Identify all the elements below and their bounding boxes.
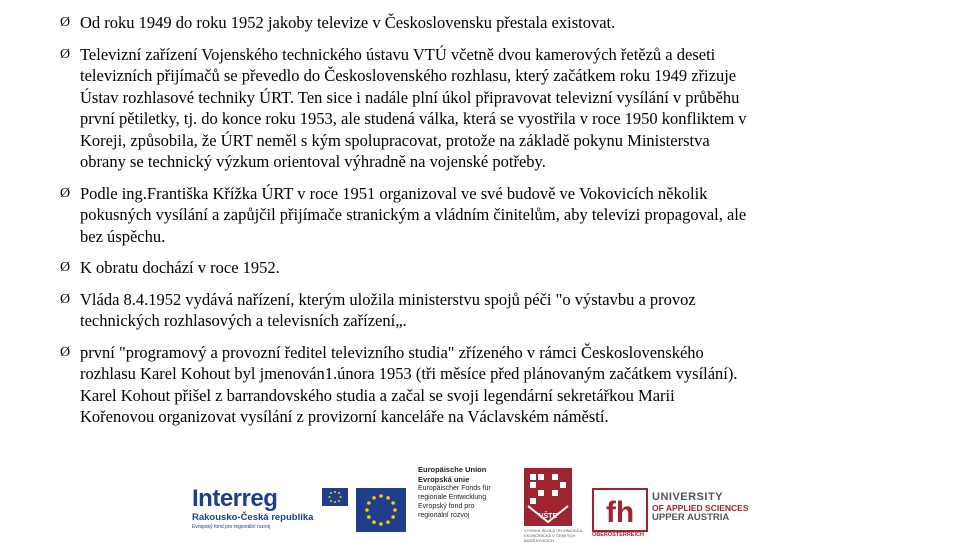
eu-line-1: Europäische Union: [418, 465, 487, 474]
uni-line-1: UNIVERSITY: [652, 491, 724, 503]
eu-fund-text: [418, 465, 508, 520]
eu-star: [372, 520, 376, 524]
bullet-line: Podle ing.Františka Křížka ÚRT v roce 1951 organizoval ve své budově ve Vokovicích několik: [80, 183, 708, 203]
fh-caption: OBERÖSTERREICH: [592, 532, 644, 538]
eu-star: [379, 494, 383, 498]
arrow-bullet-icon: Ø: [60, 185, 71, 201]
arrow-bullet-icon: Ø: [60, 260, 71, 275]
bullet-line: Ústav rozhlasové techniky ÚRT. Ten sice i nadále plní úkol připravovat televizní vysílání v průběhu: [80, 87, 740, 107]
bullet-line: obrany se technický výzkum orientoval výhradně na vojenské potřeby.: [80, 152, 546, 171]
bullet-item: [60, 257, 900, 279]
logo-strip: [0, 460, 960, 543]
bullet-line: Vláda 8.4.1952 vydává nařízení, kterým uložila ministerstvu spojů péči "o výstavbu a provoz: [80, 289, 696, 309]
eu-star: [391, 501, 395, 505]
bullet-item: [60, 12, 900, 34]
eu-star: [391, 515, 395, 519]
interreg-name: Interreg: [192, 485, 278, 512]
fh-mark: fh: [605, 496, 635, 529]
eu-line-5: Evropský fond pro: [418, 503, 475, 510]
bullet-line: Televizní zařízení Vojenského technického ústavu VTÚ včetně dvou kamerových řetězů a deseti: [80, 44, 716, 64]
arrow-bullet-icon: Ø: [60, 291, 71, 307]
eu-star: [365, 508, 369, 512]
arrow-bullet-icon: Ø: [60, 46, 71, 62]
bullet-line: Koreji, způsobila, že ÚRT neměl s kým spolupracovat, protože na základě pokynu Ministerstva: [80, 130, 710, 150]
eu-flag-icon: [356, 488, 406, 532]
bullet-item: [60, 289, 900, 332]
bullet-item: [60, 183, 900, 248]
bullet-line: televizních přijímačů se převedlo do Československého rozhlasu, který začátkem roku 1949 zřizuje: [80, 66, 737, 85]
bullet-line: rozhlasu Karel Kohout byl jmenován1.února 1953 (tři měsíce před plánovaným začátkem vysílání).: [80, 364, 738, 383]
university-logo-text: [652, 492, 752, 524]
bullet-item: [60, 342, 900, 428]
eu-line-2: Evropská unie: [418, 474, 470, 484]
eu-star: [367, 501, 371, 505]
bullet-line: technických rozhlasových a televisních zařízení„.: [80, 311, 407, 330]
arrow-bullet-icon: Ø: [60, 15, 71, 30]
vste-mark: VŠTE: [538, 513, 558, 520]
bullet-list: [60, 12, 900, 438]
eu-star: [367, 515, 371, 519]
vste-caption: VYSOKÁ ŠKOLA TECHNICKÁ A EKONOMICKÁ V ČESKÝCH BUDĚJOVICÍCH: [524, 528, 583, 543]
fh-logo: [592, 488, 648, 532]
bullet-line: bez úspěchu.: [80, 226, 166, 246]
eu-line-4: regionale Entwicklung: [418, 494, 487, 501]
eu-star: [379, 522, 383, 526]
bullet-line: pokusných vysílání a zapůjčil přijímače stranickým a vládním činitelům, aby televizi propagoval, ale: [80, 205, 747, 224]
bullet-line: K obratu dochází v roce 1952.: [80, 258, 280, 277]
uni-line-3: UPPER AUSTRIA: [652, 512, 730, 523]
interreg-logo: [192, 486, 352, 534]
eu-star: [386, 520, 390, 524]
uni-line-2: OF APPLIED SCIENCES: [652, 502, 749, 513]
bullet-line: Karel Kohout přišel z barrandovského studia a začal se svoji legendární sekretářkou Marii: [80, 385, 675, 405]
bullet-line: Kořenovou organizovat vysílání z provizorní kanceláře na Václavském náměstí.: [80, 407, 609, 426]
eu-line-3: Europäischer Fonds für: [418, 485, 491, 492]
interreg-tagline: Evropský fond pro regionální rozvoj: [192, 524, 271, 530]
interreg-program: Rakousko-Česká republika: [192, 512, 314, 523]
arrow-bullet-icon: Ø: [60, 344, 71, 360]
eu-star: [386, 496, 390, 500]
eu-star: [372, 496, 376, 500]
bullet-line: první "programový a provozní ředitel televizního studia" zřízeného v rámci Československého: [80, 342, 704, 362]
eu-line-6: regionální rozvoj: [418, 512, 470, 519]
eu-star: [393, 508, 397, 512]
vste-logo: [524, 468, 572, 526]
bullet-line: Od roku 1949 do roku 1952 jakoby televize v Československu přestala existovat.: [80, 13, 616, 32]
bullet-line: první pětiletky, tj. do konce roku 1953, ale studená válka, která se vyostřila v roce 1950 konfliktem v: [80, 109, 747, 128]
bullet-item: [60, 44, 900, 173]
eu-flag-small-icon: [322, 488, 348, 506]
